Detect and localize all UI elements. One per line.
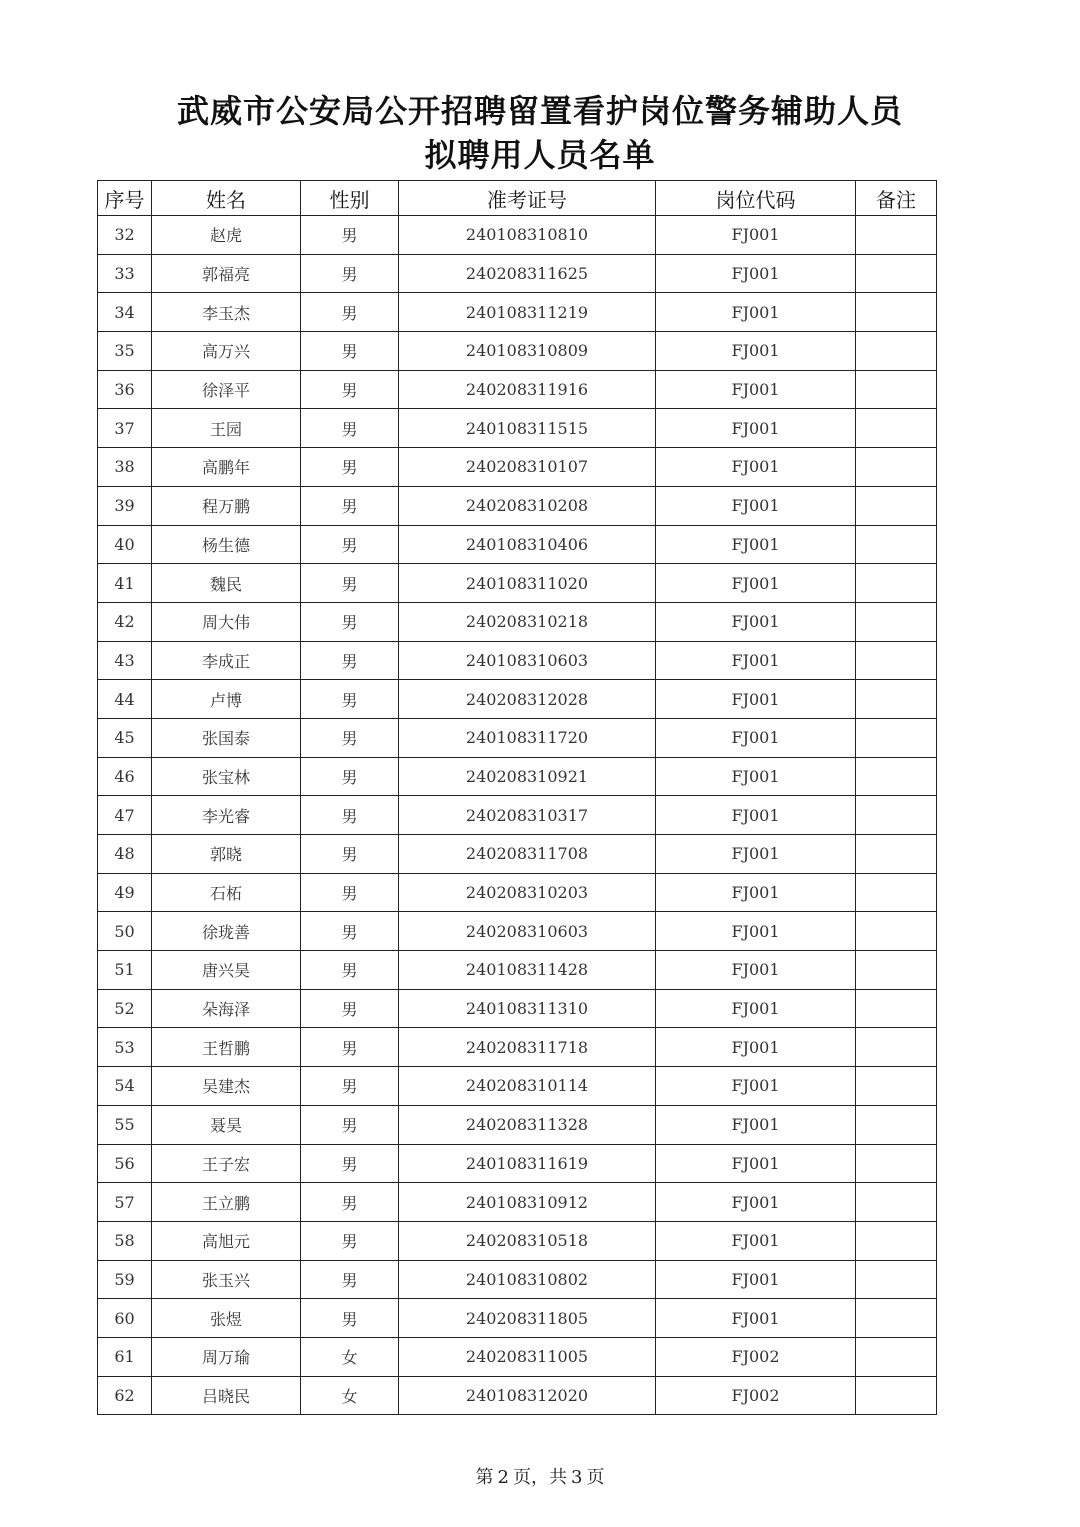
cell-post-code: FJ001 [656, 602, 856, 641]
cell-remarks [856, 254, 937, 293]
cell-name: 王子宏 [152, 1144, 301, 1183]
table-header-row [98, 181, 937, 216]
cell-post-code: FJ002 [656, 1376, 856, 1415]
cell-gender: 男 [301, 216, 399, 255]
cell-serial-number: 49 [98, 873, 152, 912]
cell-post-code: FJ001 [656, 641, 856, 680]
cell-serial-number: 45 [98, 718, 152, 757]
cell-name: 石柘 [152, 873, 301, 912]
cell-admission-ticket: 240208310518 [399, 1221, 656, 1260]
cell-post-code: FJ001 [656, 486, 856, 525]
cell-gender: 女 [301, 1337, 399, 1376]
cell-serial-number: 51 [98, 951, 152, 990]
cell-name: 郭晓 [152, 835, 301, 874]
table-row [98, 254, 937, 293]
cell-remarks [856, 1337, 937, 1376]
cell-serial-number: 43 [98, 641, 152, 680]
cell-admission-ticket: 240108310810 [399, 216, 656, 255]
cell-post-code: FJ001 [656, 989, 856, 1028]
table-row [98, 370, 937, 409]
cell-admission-ticket: 240208312028 [399, 680, 656, 719]
cell-serial-number: 57 [98, 1183, 152, 1222]
cell-remarks [856, 602, 937, 641]
cell-remarks [856, 564, 937, 603]
cell-name: 聂昊 [152, 1105, 301, 1144]
cell-admission-ticket: 240108311020 [399, 564, 656, 603]
cell-name: 朵海泽 [152, 989, 301, 1028]
cell-name: 吕晓民 [152, 1376, 301, 1415]
cell-post-code: FJ001 [656, 293, 856, 332]
cell-gender: 男 [301, 1299, 399, 1338]
cell-post-code: FJ001 [656, 951, 856, 990]
cell-gender: 男 [301, 989, 399, 1028]
cell-admission-ticket: 240208310107 [399, 448, 656, 487]
cell-gender: 男 [301, 1183, 399, 1222]
table-row [98, 1105, 937, 1144]
cell-post-code: FJ001 [656, 680, 856, 719]
cell-name: 魏民 [152, 564, 301, 603]
cell-post-code: FJ001 [656, 332, 856, 371]
cell-serial-number: 62 [98, 1376, 152, 1415]
table-row [98, 525, 937, 564]
header-post-code: 岗位代码 [656, 181, 856, 216]
cell-serial-number: 44 [98, 680, 152, 719]
cell-post-code: FJ001 [656, 409, 856, 448]
cell-gender: 男 [301, 1028, 399, 1067]
cell-serial-number: 36 [98, 370, 152, 409]
cell-gender: 男 [301, 370, 399, 409]
cell-post-code: FJ001 [656, 718, 856, 757]
footer-page-number: 2 [497, 1467, 509, 1488]
table-row [98, 641, 937, 680]
table-row [98, 409, 937, 448]
cell-serial-number: 54 [98, 1067, 152, 1106]
cell-remarks [856, 1105, 937, 1144]
table-row [98, 1299, 937, 1338]
cell-serial-number: 33 [98, 254, 152, 293]
footer-suffix: 页 [586, 1467, 605, 1488]
cell-serial-number: 61 [98, 1337, 152, 1376]
cell-name: 周大伟 [152, 602, 301, 641]
cell-serial-number: 37 [98, 409, 152, 448]
cell-serial-number: 60 [98, 1299, 152, 1338]
cell-serial-number: 41 [98, 564, 152, 603]
table-body [98, 216, 937, 1415]
cell-name: 吴建杰 [152, 1067, 301, 1106]
cell-name: 王立鹏 [152, 1183, 301, 1222]
cell-remarks [856, 525, 937, 564]
cell-gender: 男 [301, 1260, 399, 1299]
cell-admission-ticket: 240208310218 [399, 602, 656, 641]
document-subtitle: 拟聘用人员名单 [424, 136, 656, 174]
cell-name: 张国泰 [152, 718, 301, 757]
header-gender: 性别 [301, 181, 399, 216]
cell-admission-ticket: 240208310921 [399, 757, 656, 796]
table-row [98, 1183, 937, 1222]
cell-name: 高鹏年 [152, 448, 301, 487]
cell-gender: 男 [301, 293, 399, 332]
cell-gender: 男 [301, 254, 399, 293]
cell-remarks [856, 989, 937, 1028]
table-row [98, 1337, 937, 1376]
table-row [98, 1376, 937, 1415]
cell-serial-number: 52 [98, 989, 152, 1028]
cell-admission-ticket: 240108310603 [399, 641, 656, 680]
cell-name: 张煜 [152, 1299, 301, 1338]
cell-admission-ticket: 240108311619 [399, 1144, 656, 1183]
cell-remarks [856, 835, 937, 874]
cell-remarks [856, 951, 937, 990]
cell-admission-ticket: 240208310317 [399, 796, 656, 835]
cell-name: 李玉杰 [152, 293, 301, 332]
table-row [98, 293, 937, 332]
table-row [98, 216, 937, 255]
cell-gender: 男 [301, 525, 399, 564]
cell-remarks [856, 796, 937, 835]
cell-admission-ticket: 240108310809 [399, 332, 656, 371]
table-row [98, 718, 937, 757]
cell-admission-ticket: 240208310603 [399, 912, 656, 951]
cell-serial-number: 47 [98, 796, 152, 835]
cell-admission-ticket: 240108311310 [399, 989, 656, 1028]
cell-name: 徐珑善 [152, 912, 301, 951]
cell-admission-ticket: 240108311219 [399, 293, 656, 332]
document-title: 武威市公安局公开招聘留置看护岗位警务辅助人员 [176, 92, 903, 130]
cell-name: 卢博 [152, 680, 301, 719]
cell-remarks [856, 1260, 937, 1299]
table-row [98, 1260, 937, 1299]
footer-prefix: 第 [475, 1467, 494, 1488]
cell-gender: 男 [301, 951, 399, 990]
cell-name: 徐泽平 [152, 370, 301, 409]
cell-admission-ticket: 240108310802 [399, 1260, 656, 1299]
cell-post-code: FJ001 [656, 525, 856, 564]
table-row [98, 564, 937, 603]
cell-admission-ticket: 240108310912 [399, 1183, 656, 1222]
table-row [98, 757, 937, 796]
cell-post-code: FJ001 [656, 1183, 856, 1222]
cell-gender: 男 [301, 912, 399, 951]
cell-post-code: FJ001 [656, 1028, 856, 1067]
cell-post-code: FJ001 [656, 216, 856, 255]
cell-name: 程万鹏 [152, 486, 301, 525]
cell-gender: 男 [301, 1221, 399, 1260]
cell-remarks [856, 332, 937, 371]
cell-name: 王哲鹏 [152, 1028, 301, 1067]
cell-serial-number: 56 [98, 1144, 152, 1183]
cell-admission-ticket: 240208311916 [399, 370, 656, 409]
cell-post-code: FJ001 [656, 835, 856, 874]
cell-admission-ticket: 240208311718 [399, 1028, 656, 1067]
cell-post-code: FJ001 [656, 1299, 856, 1338]
table-row [98, 680, 937, 719]
header-name: 姓名 [152, 181, 301, 216]
table-row [98, 989, 937, 1028]
cell-serial-number: 38 [98, 448, 152, 487]
cell-admission-ticket: 240208311625 [399, 254, 656, 293]
cell-gender: 男 [301, 796, 399, 835]
cell-post-code: FJ001 [656, 1105, 856, 1144]
cell-serial-number: 58 [98, 1221, 152, 1260]
cell-gender: 男 [301, 1067, 399, 1106]
cell-admission-ticket: 240108311515 [399, 409, 656, 448]
cell-admission-ticket: 240108312020 [399, 1376, 656, 1415]
cell-admission-ticket: 240208311328 [399, 1105, 656, 1144]
cell-name: 李光睿 [152, 796, 301, 835]
cell-post-code: FJ001 [656, 564, 856, 603]
cell-admission-ticket: 240208311005 [399, 1337, 656, 1376]
page-footer [0, 1463, 1080, 1489]
cell-remarks [856, 409, 937, 448]
cell-post-code: FJ001 [656, 796, 856, 835]
cell-remarks [856, 1144, 937, 1183]
cell-remarks [856, 641, 937, 680]
footer-total-pages: 3 [571, 1467, 583, 1488]
cell-post-code: FJ001 [656, 757, 856, 796]
table-row [98, 951, 937, 990]
cell-name: 张宝林 [152, 757, 301, 796]
cell-remarks [856, 1221, 937, 1260]
cell-remarks [856, 1067, 937, 1106]
cell-remarks [856, 757, 937, 796]
cell-post-code: FJ001 [656, 1260, 856, 1299]
cell-serial-number: 42 [98, 602, 152, 641]
cell-name: 郭福亮 [152, 254, 301, 293]
cell-admission-ticket: 240208311805 [399, 1299, 656, 1338]
cell-remarks [856, 912, 937, 951]
cell-name: 李成正 [152, 641, 301, 680]
cell-gender: 男 [301, 641, 399, 680]
table-row [98, 1028, 937, 1067]
cell-name: 张玉兴 [152, 1260, 301, 1299]
table-row [98, 912, 937, 951]
cell-admission-ticket: 240108311428 [399, 951, 656, 990]
cell-post-code: FJ001 [656, 1221, 856, 1260]
cell-gender: 男 [301, 602, 399, 641]
table-row [98, 1067, 937, 1106]
cell-gender: 男 [301, 409, 399, 448]
cell-remarks [856, 1028, 937, 1067]
cell-gender: 男 [301, 564, 399, 603]
cell-name: 赵虎 [152, 216, 301, 255]
cell-remarks [856, 293, 937, 332]
cell-serial-number: 34 [98, 293, 152, 332]
cell-remarks [856, 718, 937, 757]
table-row [98, 448, 937, 487]
cell-serial-number: 39 [98, 486, 152, 525]
cell-name: 高万兴 [152, 332, 301, 371]
table-row [98, 796, 937, 835]
cell-post-code: FJ001 [656, 1144, 856, 1183]
header-remarks: 备注 [856, 181, 937, 216]
table-row [98, 873, 937, 912]
cell-gender: 男 [301, 332, 399, 371]
table-row [98, 602, 937, 641]
cell-gender: 男 [301, 718, 399, 757]
cell-gender: 男 [301, 448, 399, 487]
cell-name: 杨生德 [152, 525, 301, 564]
cell-gender: 男 [301, 1105, 399, 1144]
cell-post-code: FJ001 [656, 448, 856, 487]
cell-gender: 男 [301, 873, 399, 912]
candidate-table [97, 180, 937, 1415]
cell-admission-ticket: 240208310208 [399, 486, 656, 525]
cell-remarks [856, 216, 937, 255]
table-row [98, 1221, 937, 1260]
cell-post-code: FJ002 [656, 1337, 856, 1376]
cell-post-code: FJ001 [656, 873, 856, 912]
cell-serial-number: 35 [98, 332, 152, 371]
cell-name: 王园 [152, 409, 301, 448]
cell-admission-ticket: 240208310114 [399, 1067, 656, 1106]
cell-name: 高旭元 [152, 1221, 301, 1260]
cell-serial-number: 59 [98, 1260, 152, 1299]
cell-name: 唐兴昊 [152, 951, 301, 990]
cell-remarks [856, 873, 937, 912]
cell-gender: 男 [301, 835, 399, 874]
table-row [98, 1144, 937, 1183]
cell-post-code: FJ001 [656, 370, 856, 409]
cell-gender: 男 [301, 680, 399, 719]
cell-remarks [856, 448, 937, 487]
cell-gender: 男 [301, 486, 399, 525]
cell-admission-ticket: 240108311720 [399, 718, 656, 757]
header-admission-ticket: 准考证号 [399, 181, 656, 216]
header-serial-number: 序号 [98, 181, 152, 216]
cell-serial-number: 46 [98, 757, 152, 796]
cell-admission-ticket: 240208310203 [399, 873, 656, 912]
cell-remarks [856, 680, 937, 719]
cell-gender: 男 [301, 1144, 399, 1183]
cell-post-code: FJ001 [656, 912, 856, 951]
cell-remarks [856, 1299, 937, 1338]
cell-serial-number: 53 [98, 1028, 152, 1067]
cell-admission-ticket: 240208311708 [399, 835, 656, 874]
cell-serial-number: 48 [98, 835, 152, 874]
cell-name: 周万瑜 [152, 1337, 301, 1376]
cell-remarks [856, 370, 937, 409]
table-row [98, 486, 937, 525]
cell-admission-ticket: 240108310406 [399, 525, 656, 564]
table-row [98, 332, 937, 371]
cell-remarks [856, 486, 937, 525]
cell-gender: 男 [301, 757, 399, 796]
cell-remarks [856, 1183, 937, 1222]
cell-serial-number: 55 [98, 1105, 152, 1144]
cell-remarks [856, 1376, 937, 1415]
cell-post-code: FJ001 [656, 254, 856, 293]
cell-serial-number: 50 [98, 912, 152, 951]
table-row [98, 835, 937, 874]
cell-gender: 女 [301, 1376, 399, 1415]
cell-serial-number: 40 [98, 525, 152, 564]
cell-serial-number: 32 [98, 216, 152, 255]
cell-post-code: FJ001 [656, 1067, 856, 1106]
footer-middle: 页，共 [513, 1467, 567, 1488]
